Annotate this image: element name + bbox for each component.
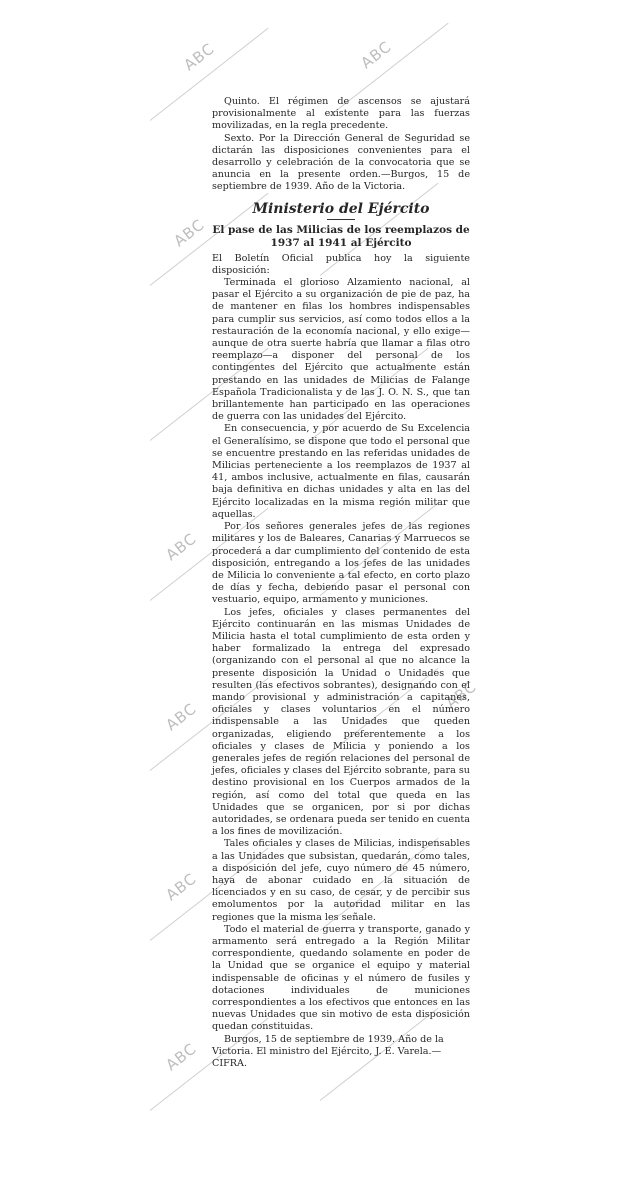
intro-paragraph: Quinto. El régimen de ascensos se ajustará provisionalmente al existente para las fuerzas movilizadas, en la regla precedente.	[212, 96, 470, 132]
watermark-text: ABC	[160, 1038, 202, 1077]
watermark-text: ABC	[440, 676, 482, 715]
watermark-text: ABC	[160, 528, 202, 567]
watermark-text: ABC	[178, 38, 220, 77]
body-paragraph: Los jefes, oficiales y clases permanentes del Ejército continuarán en las mismas Unidades de Milicia hasta el total cumplimiento de esta orden y haber formalizado la entrega del expresado (organizando con el personal al que no alcance la presente disposición la Unidad o Unidades que resulten (las efectivos sobrantes), designando con el mando provisional y administración a capitanes, oficiales y clases voluntarios en el número indispensable a las Unidades que queden organizadas, eligiendo preferentemente a los oficiales y clases de Milicia y poniendo a los generales jefes de región relaciones del personal de jefes, oficiales y clases del Ejército sobrante, para su destino provisional en los Cuerpos armados de la región, así como del total que queda en las Unidades que se organicen, por si por dichas autoridades, se ordenara pueda ser tenido en cuenta a los fines de movilización.	[212, 606, 470, 838]
body-paragraph: Terminada el glorioso Alzamiento nacional, al pasar el Ejército a su organización de pie de paz, ha de mantener en filas los hombres indispensables para cumplir sus servicios, así como todos ellos a la restauración de la economía nacional, y ello exige—aunque de otra suerte habría que llamar a filas otro reemplazo—a disponer del personal de los contingentes del Ejército que actualmente están prestando en las unidades de Milicias de Falange Española Tradicionalista y de las J. O. N. S., que tan brillantemente han participado en las operaciones de guerra con las unidades del Ejército.	[212, 277, 470, 423]
watermark-text: ABC	[160, 868, 202, 907]
body-paragraph: En consecuencia, y por acuerdo de Su Excelencia el Generalísimo, se dispone que todo el personal que se encuentre prestando en las referidas unidades de Milicias perteneciente a los reemplazos de 1937 al 41, ambos inclusive, actualmente en filas, causarán baja definitiva en dichas unidades y alta en las del Ejército localizadas en la misma región militar que aquellas.	[212, 423, 470, 520]
newspaper-clipping	[212, 96, 470, 1070]
title-rule	[327, 219, 355, 220]
body-paragraph: Todo el material de guerra y transporte, ganado y armamento será entregado a la Región Militar correspondiente, quedando solamente en poder de la Unidad que se organice el equipo y material indispensable de oficinas y el número de fusiles y dotaciones individuales de municiones correspondientes a los efectivos que entonces en las nuevas Unidades que sin motivo de esta disposición quedan constituidas.	[212, 923, 470, 1033]
intro-paragraph: Sexto. Por la Dirección General de Seguridad se dictarán las disposiciones convenientes para el desarrollo y celebración de la convocatoria que se anuncia en la presente orden.—Burgos, 15 de septiembre de 1939. Año de la Victoria.	[212, 132, 470, 193]
article-headline: El pase de las Milicias de los reemplazos de 1937 al 1941 al Ejército	[212, 223, 470, 249]
lead-paragraph: El Boletín Oficial publica hoy la siguiente disposición:	[212, 252, 470, 276]
body-paragraph: Por los señores generales jefes de las regiones militares y los de Baleares, Canarias y Marruecos se procederá a dar cumplimiento del contenido de esta disposición, entregando a los jefes de las unidades de Milicia lo conveniente a tal efecto, en corto plazo de días y fecha, debiendo pasar el personal con vestuario, equipo, armamento y municiones.	[212, 521, 470, 606]
watermark-text: ABC	[355, 36, 397, 75]
watermark-text: ABC	[160, 698, 202, 737]
closing-signature: Burgos, 15 de septiembre de 1939. Año de la Victoria. El ministro del Ejército, J. E. Varela.—CIFRA.	[212, 1033, 444, 1070]
watermark-text: ABC	[168, 214, 210, 253]
section-title: Ministerio del Ejército	[252, 200, 430, 217]
body-paragraph: Tales oficiales y clases de Milicias, indispensables a las Unidades que subsistan, quedarán, como tales, a disposición del jefe, cuyo número de 45 número, haya de abonar cuidado en la situación de licenciados y en su caso, de cesar, y de percibir sus emolumentos por la autoridad militar en las regiones que la misma les señale.	[212, 838, 470, 923]
